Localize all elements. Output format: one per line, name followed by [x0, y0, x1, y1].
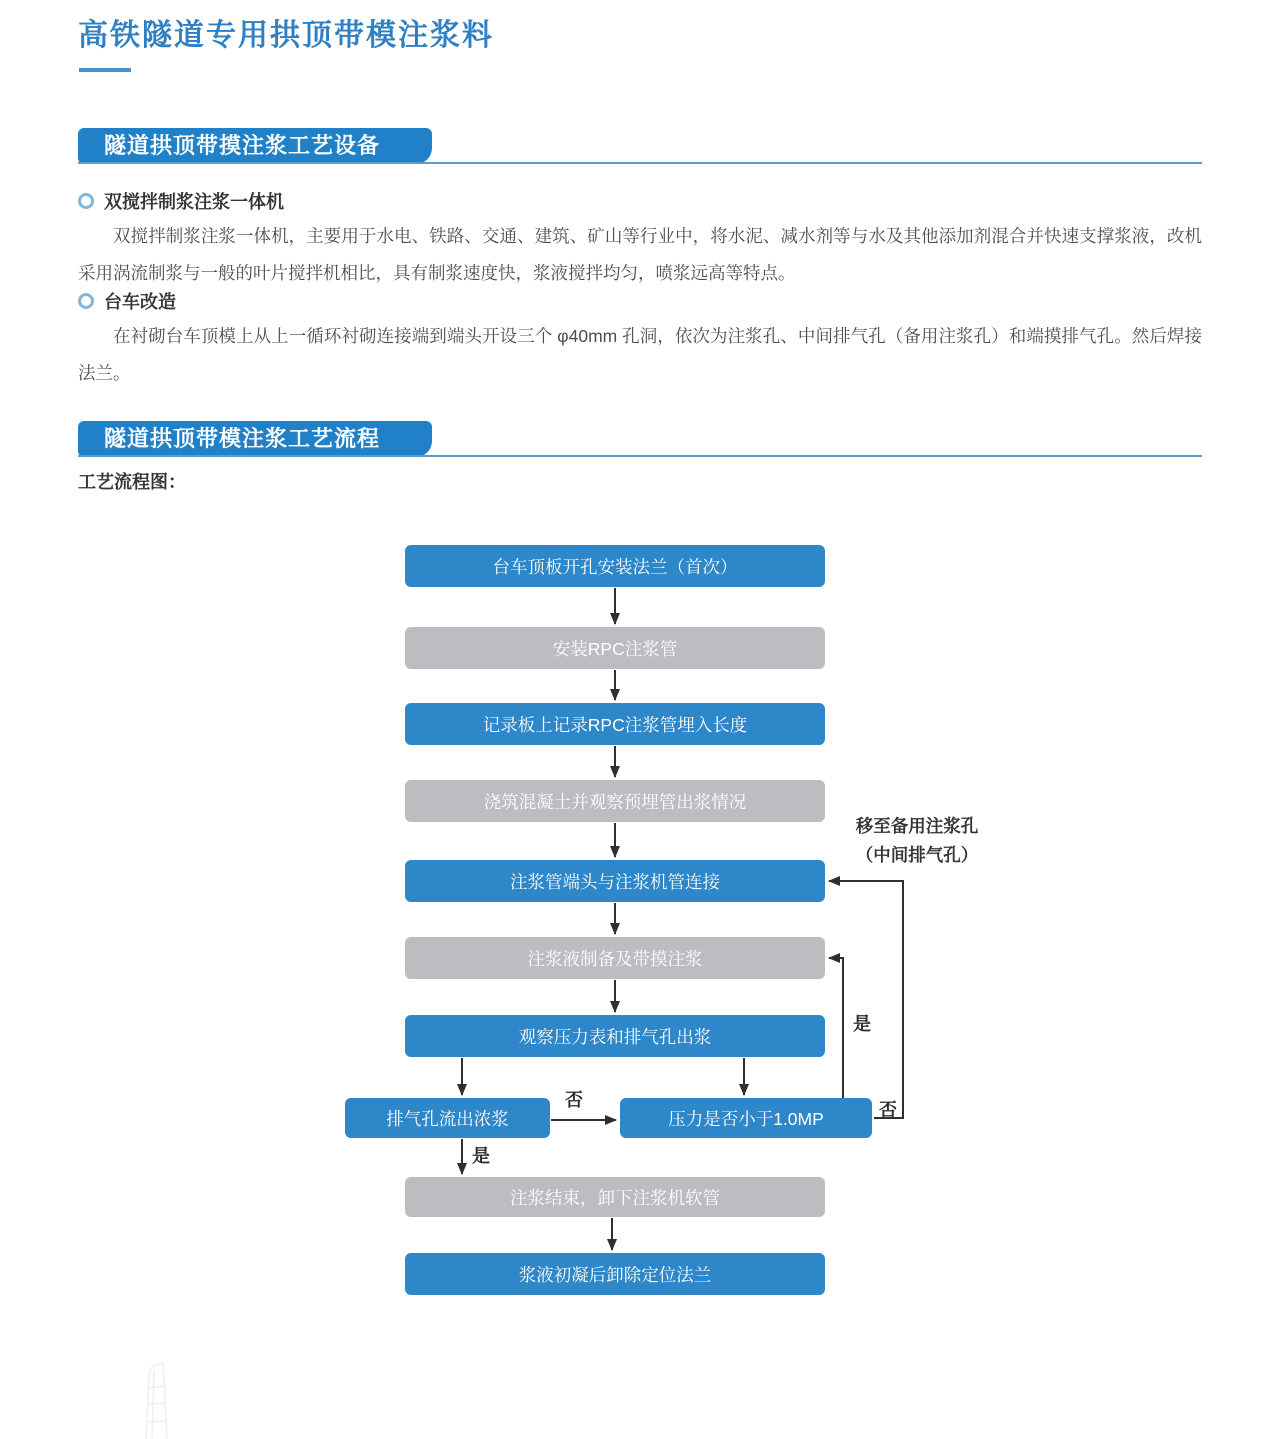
bullet-item-trolley [78, 288, 176, 314]
flow-step: 安装RPC注浆管 [405, 627, 825, 669]
branch-label-yes: 是 [472, 1146, 490, 1166]
bullet-item-mixer [78, 188, 284, 214]
flow-decision: 排气孔流出浓浆 [345, 1098, 550, 1138]
page-title: 高铁隧道专用拱顶带模注浆料 [78, 19, 494, 52]
section-divider-line [78, 455, 1202, 457]
flow-step: 记录板上记录RPC注浆管埋入长度 [405, 703, 825, 745]
bullet-item-title: 双搅拌制浆注浆一体机 [104, 192, 284, 212]
section-divider-line [78, 162, 1202, 164]
flow-step: 浆液初凝后卸除定位法兰 [405, 1253, 825, 1295]
building-watermark-icon [130, 1360, 200, 1439]
diagram-label: 工艺流程图： [78, 472, 186, 492]
flow-step: 注浆液制备及带摸注浆 [405, 937, 825, 979]
feedback-annotation-line2: （中间排气孔） [855, 845, 979, 865]
paragraph-mixer: 双搅拌制浆注浆一体机，主要用于水电、铁路、交通、建筑、矿山等行业中，将水泥、减水剂等与水及其他添加剂混合并快速支撑浆液，改机采用涡流制浆与一般的叶片搅拌机相比，具有制浆速度快，浆液搅拌均匀，喷浆远高等特点。 [78, 226, 1202, 283]
ring-bullet-icon [78, 293, 94, 309]
feedback-annotation [828, 812, 1006, 870]
branch-label-yes: 是 [853, 1014, 871, 1034]
branch-label-no: 否 [565, 1090, 583, 1110]
title-underline [79, 68, 131, 72]
feedback-annotation-line1: 移至备用注浆孔 [855, 816, 979, 836]
bullet-item-title: 台车改造 [104, 292, 176, 312]
section-header-process: 隧道拱顶带模注浆工艺流程 [78, 421, 432, 457]
flow-step: 注浆结束，卸下注浆机软管 [405, 1177, 825, 1217]
section-header-equipment: 隧道拱顶带摸注浆工艺设备 [78, 128, 432, 164]
ring-bullet-icon [78, 193, 94, 209]
flow-step: 浇筑混凝土并观察预埋管出浆情况 [405, 780, 825, 822]
branch-label-no: 否 [879, 1100, 897, 1120]
flow-decision: 压力是否小于1.0MP [620, 1098, 872, 1138]
flow-step: 观察压力表和排气孔出浆 [405, 1015, 825, 1057]
flow-step: 注浆管端头与注浆机管连接 [405, 860, 825, 902]
flow-step: 台车顶板开孔安装法兰（首次） [405, 545, 825, 587]
paragraph-trolley: 在衬砌台车顶模上从上一循环衬砌连接端到端头开设三个 φ40mm 孔洞，依次为注浆孔、中间排气孔（备用注浆孔）和端摸排气孔。然后焊接法兰。 [78, 326, 1202, 383]
